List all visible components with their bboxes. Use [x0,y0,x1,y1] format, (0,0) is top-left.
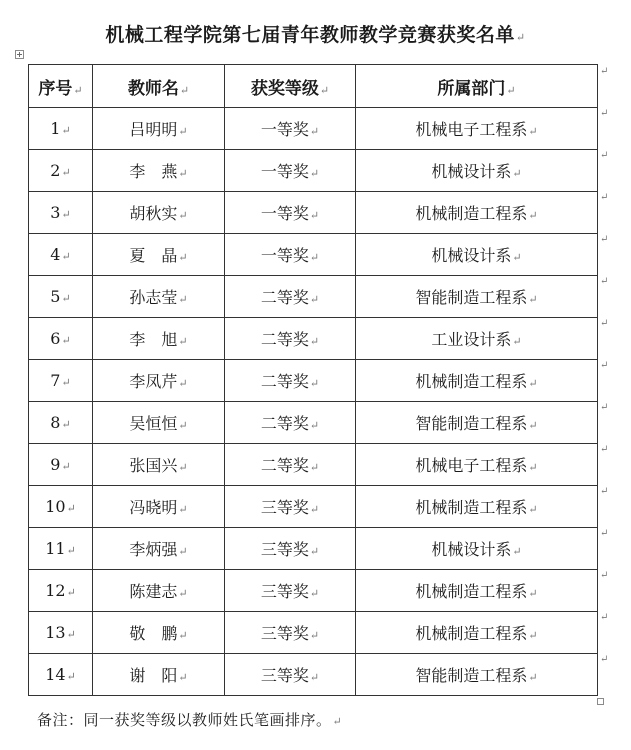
row-end-mark-icon: ↵ [600,528,609,539]
cell-level[interactable]: 二等奖↵ [225,402,356,444]
cell-end-mark-icon: ↵ [512,545,522,558]
table-header-row [29,65,598,108]
cell-end-mark-icon: ↵ [66,502,76,515]
row-end-mark-icon: ↵ [600,66,609,77]
award-table [28,64,598,696]
cell-end-mark-icon: ↵ [61,334,71,347]
row-end-mark-icon: ↵ [600,234,609,245]
cell-end-mark-icon: ↵ [309,251,320,264]
header-index[interactable]: 序号↵ [29,65,93,108]
cell-end-mark-icon: ↵ [512,335,522,348]
cell-index[interactable]: 1↵ [29,108,93,150]
cell-index[interactable]: 14↵ [29,654,93,696]
cell-end-mark-icon: ↵ [178,461,188,474]
cell-level[interactable]: 二等奖↵ [225,444,356,486]
cell-level[interactable]: 二等奖↵ [225,360,356,402]
header-level[interactable]: 获奖等级↵ [225,65,356,108]
cell-end-mark-icon: ↵ [528,377,538,390]
cell-name[interactable]: 谢 阳↵ [93,654,225,696]
cell-department[interactable]: 机械制造工程系↵ [356,486,598,528]
cell-index[interactable]: 13↵ [29,612,93,654]
cell-end-mark-icon: ↵ [512,251,522,264]
table-row [29,402,598,444]
cell-name[interactable]: 李 旭↵ [93,318,225,360]
cell-level[interactable]: 二等奖↵ [225,276,356,318]
cell-end-mark-icon: ↵ [309,671,320,684]
cell-department[interactable]: 机械设计系↵ [356,150,598,192]
cell-department[interactable]: 机械设计系↵ [356,234,598,276]
table-move-handle-icon[interactable] [15,50,24,59]
table-row [29,108,598,150]
cell-end-mark-icon: ↵ [309,545,320,558]
cell-name[interactable]: 吕明明↵ [93,108,225,150]
cell-end-mark-icon: ↵ [178,293,188,306]
header-department[interactable]: 所属部门↵ [356,65,598,108]
row-end-mark-icon: ↵ [600,108,609,119]
cell-level[interactable]: 一等奖↵ [225,108,356,150]
title-text: 机械工程学院第七届青年教师教学竞赛获奖名单 [105,24,515,46]
cell-name[interactable]: 冯晓明↵ [93,486,225,528]
cell-end-mark-icon: ↵ [66,544,76,557]
row-end-mark-icon: ↵ [600,486,609,497]
cell-end-mark-icon: ↵ [61,250,71,263]
cell-end-mark-icon: ↵ [178,671,188,684]
row-end-mark-icon: ↵ [600,402,609,413]
cell-end-mark-icon: ↵ [528,419,538,432]
cell-end-mark-icon: ↵ [309,167,320,180]
row-end-mark-icon: ↵ [600,150,609,161]
cell-end-mark-icon: ↵ [178,125,188,138]
table-row [29,612,598,654]
cell-name[interactable]: 夏 晶↵ [93,234,225,276]
cell-end-mark-icon: ↵ [178,209,188,222]
cell-index[interactable]: 3↵ [29,192,93,234]
cell-end-mark-icon: ↵ [528,461,538,474]
cell-name[interactable]: 李炳强↵ [93,528,225,570]
cell-end-mark-icon: ↵ [61,460,71,473]
cell-end-mark-icon: ↵ [61,166,71,179]
cell-end-mark-icon: ↵ [528,209,538,222]
table-row [29,318,598,360]
cell-end-mark-icon: ↵ [178,629,188,642]
cell-level[interactable]: 三等奖↵ [225,528,356,570]
cell-end-mark-icon: ↵ [309,503,320,516]
cell-name[interactable]: 吴恒恒↵ [93,402,225,444]
table-row [29,276,598,318]
table-resize-handle-icon[interactable] [597,698,604,705]
cell-end-mark-icon: ↵ [528,503,538,516]
footnote: 备注：同一获奖等级以教师姓氏笔画排序。↵ [37,711,343,729]
cell-end-mark-icon: ↵ [66,670,76,683]
row-end-mark-icon: ↵ [600,360,609,371]
cell-end-mark-icon: ↵ [178,587,188,600]
cell-end-mark-icon: ↵ [178,377,188,390]
table-row [29,192,598,234]
header-name[interactable]: 教师名↵ [93,65,225,108]
cell-end-mark-icon: ↵ [528,587,538,600]
cell-end-mark-icon: ↵ [66,628,76,641]
table-row [29,528,598,570]
cell-department[interactable]: 机械电子工程系↵ [356,444,598,486]
row-end-mark-icon: ↵ [600,318,609,329]
row-end-mark-icon: ↵ [600,570,609,581]
row-end-mark-icon: ↵ [600,276,609,287]
cell-index[interactable]: 10↵ [29,486,93,528]
cell-end-mark-icon: ↵ [512,167,522,180]
cell-name[interactable]: 胡秋实↵ [93,192,225,234]
cell-index[interactable]: 5↵ [29,276,93,318]
cell-department[interactable]: 智能制造工程系↵ [356,402,598,444]
cell-end-mark-icon: ↵ [309,209,320,222]
cell-level[interactable]: 一等奖↵ [225,150,356,192]
cell-end-mark-icon: ↵ [66,586,76,599]
document-title [0,20,631,47]
cell-name[interactable]: 张国兴↵ [93,444,225,486]
cell-department[interactable]: 机械制造工程系↵ [356,360,598,402]
cell-department[interactable]: 机械电子工程系↵ [356,108,598,150]
cell-index[interactable]: 11↵ [29,528,93,570]
table-row [29,360,598,402]
cell-end-mark-icon: ↵ [309,335,320,348]
cell-department[interactable]: 智能制造工程系↵ [356,276,598,318]
cell-department[interactable]: 工业设计系↵ [356,318,598,360]
cell-end-mark-icon: ↵ [528,629,538,642]
cell-end-mark-icon: ↵ [528,125,538,138]
cell-level[interactable]: 三等奖↵ [225,486,356,528]
cell-end-mark-icon: ↵ [61,124,71,137]
cell-level[interactable]: 三等奖↵ [225,570,356,612]
cell-end-mark-icon: ↵ [178,503,188,516]
table-row [29,444,598,486]
cell-index[interactable]: 7↵ [29,360,93,402]
cell-end-mark-icon: ↵ [61,292,71,305]
table-row [29,150,598,192]
cell-end-mark-icon: ↵ [178,251,188,264]
cell-end-mark-icon: ↵ [309,419,320,432]
cell-end-mark-icon: ↵ [309,125,320,138]
cell-index[interactable]: 2↵ [29,150,93,192]
row-end-mark-icon: ↵ [600,654,609,665]
cell-index[interactable]: 9↵ [29,444,93,486]
cell-department[interactable]: 机械制造工程系↵ [356,612,598,654]
cell-end-mark-icon: ↵ [528,671,538,684]
cell-end-mark-icon: ↵ [61,208,71,221]
table-row [29,486,598,528]
cell-end-mark-icon: ↵ [309,629,320,642]
cell-name[interactable]: 陈建志↵ [93,570,225,612]
cell-department[interactable]: 机械制造工程系↵ [356,192,598,234]
cell-index[interactable]: 4↵ [29,234,93,276]
table-row [29,570,598,612]
row-end-mark-icon: ↵ [600,192,609,203]
cell-department[interactable]: 智能制造工程系↵ [356,654,598,696]
cell-level[interactable]: 二等奖↵ [225,318,356,360]
cell-index[interactable]: 12↵ [29,570,93,612]
paragraph-mark-icon: ↵ [515,31,526,44]
cell-end-mark-icon: ↵ [178,419,188,432]
table-row [29,654,598,696]
cell-level[interactable]: 三等奖↵ [225,654,356,696]
cell-name[interactable]: 李凤芹↵ [93,360,225,402]
cell-name[interactable]: 李 燕↵ [93,150,225,192]
cell-end-mark-icon: ↵ [309,377,320,390]
row-end-mark-icon: ↵ [600,444,609,455]
cell-end-mark-icon: ↵ [309,587,320,600]
cell-name[interactable]: 敬 鹏↵ [93,612,225,654]
cell-end-mark-icon: ↵ [528,293,538,306]
row-end-mark-icon: ↵ [600,612,609,623]
cell-end-mark-icon: ↵ [61,418,71,431]
cell-index[interactable]: 6↵ [29,318,93,360]
cell-end-mark-icon: ↵ [178,167,188,180]
table-row [29,234,598,276]
cell-end-mark-icon: ↵ [309,461,320,474]
cell-end-mark-icon: ↵ [178,545,188,558]
cell-level[interactable]: 一等奖↵ [225,234,356,276]
cell-level[interactable]: 一等奖↵ [225,192,356,234]
cell-end-mark-icon: ↵ [309,293,320,306]
cell-department[interactable]: 机械设计系↵ [356,528,598,570]
cell-end-mark-icon: ↵ [178,335,188,348]
cell-index[interactable]: 8↵ [29,402,93,444]
cell-department[interactable]: 机械制造工程系↵ [356,570,598,612]
cell-end-mark-icon: ↵ [61,376,71,389]
cell-level[interactable]: 三等奖↵ [225,612,356,654]
cell-name[interactable]: 孙志莹↵ [93,276,225,318]
